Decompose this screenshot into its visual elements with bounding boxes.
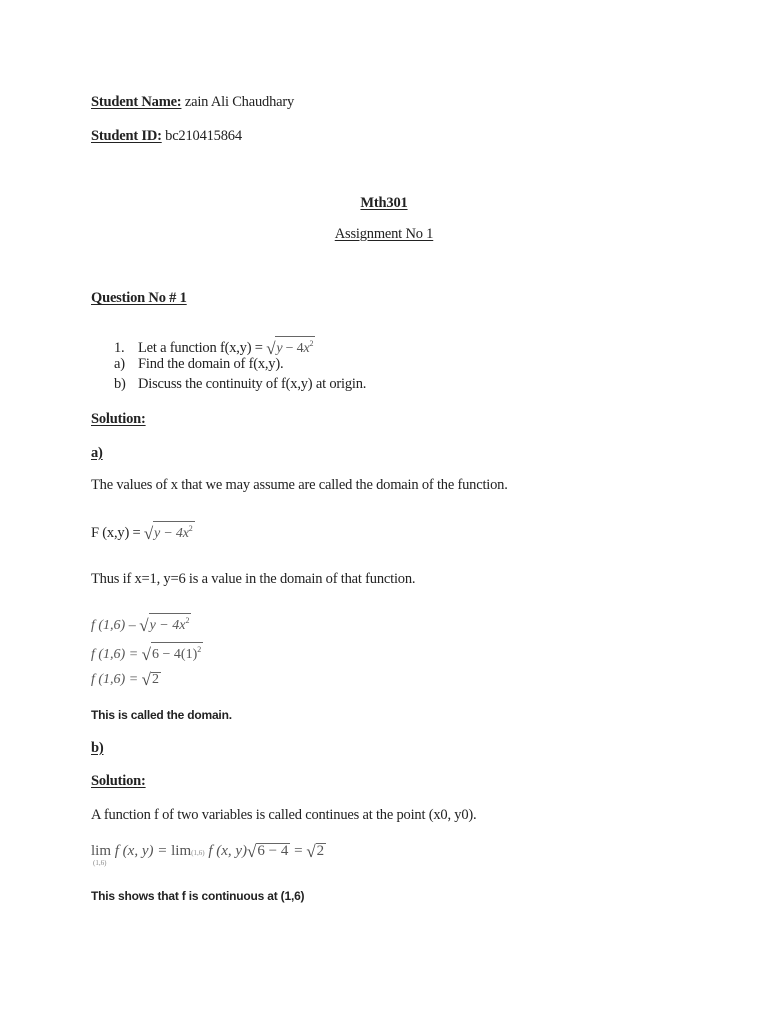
equals: = <box>290 843 307 859</box>
lim-text: lim <box>91 843 112 859</box>
function-definition <box>91 521 195 544</box>
list-marker: b) <box>114 376 126 392</box>
fxy: f (x, y) <box>204 843 248 859</box>
equation-lhs: f (1,6) = <box>91 647 142 662</box>
list-marker: a) <box>114 356 125 372</box>
continuity-definition: A function f of two variables is called continues at the point (x0, y0). <box>91 807 477 823</box>
question-item-text: Discuss the continuity of f(x,y) at origin. <box>138 376 367 392</box>
radicand: y − 4x <box>149 618 186 633</box>
question-item-b <box>114 376 366 393</box>
limit-equation: lim (1,6) f (x, y) = lim(1,6) f (x, y)√6 − 4 = √2 <box>91 842 325 867</box>
assignment-label: Assignment No 1 <box>334 226 434 242</box>
sqrt-expression: $√y - 4x^2$ <box>266 336 315 359</box>
lim-subscript: (1,6) <box>191 849 205 857</box>
question-item-text: Let a function f(x,y) = <box>138 340 267 356</box>
assignment-title <box>0 226 768 243</box>
student-id-value: bc210415864 <box>161 128 242 144</box>
continuity-conclusion: This shows that f is continuous at (1,6) <box>91 889 305 903</box>
radicand: 2 <box>316 843 325 859</box>
equation-1: f $(1,6) - √y - 4x^2$ <box>91 613 191 636</box>
limit-1 <box>91 843 112 867</box>
student-id-label: Student ID: <box>91 128 162 144</box>
solution-heading: Solution: <box>91 411 146 427</box>
radicand: y − 4x <box>154 526 189 541</box>
part-a-label: a) <box>91 445 103 461</box>
radicand: 6 − 4(1) <box>152 647 198 662</box>
equation-2: f $(1,6) = √6 - 4(1)^2$ <box>91 642 203 665</box>
question-item-text: Find the domain of f(x,y). <box>138 356 284 372</box>
example-text: Thus if x=1, y=6 is a value in the domain of that function. <box>91 571 416 587</box>
student-name-value: zain Ali Chaudhary <box>181 94 295 110</box>
course-title <box>0 195 768 212</box>
domain-conclusion: This is called the domain. <box>91 708 232 722</box>
solution-b-heading: Solution: <box>91 773 146 789</box>
equation-lhs: f (1,6) – <box>91 618 140 633</box>
lim-text: lim <box>171 843 192 859</box>
course-code: Mth301 <box>360 195 408 211</box>
question-item-a <box>114 356 283 373</box>
radicand: 2 <box>152 672 160 687</box>
student-id-line <box>91 128 242 145</box>
student-name-label: Student Name: <box>91 94 182 110</box>
function-label: F (x,y) = <box>91 525 144 541</box>
lim-subscript: (1,6) <box>93 859 107 867</box>
part-b-label: b) <box>91 740 104 756</box>
sqrt-expression: $√y - 4x^2$ <box>144 521 195 544</box>
radicand: 6 − 4 <box>257 843 289 859</box>
fxy: f (x, y) = <box>111 843 172 859</box>
list-marker: 1. <box>114 340 125 356</box>
equation-lhs: f (1,6) = <box>91 672 142 687</box>
equation-3: f (1,6) = √2 <box>91 670 160 689</box>
domain-definition: The values of x that we may assume are called the domain of the function. <box>91 477 508 493</box>
student-name-line <box>91 94 294 111</box>
question-heading: Question No # 1 <box>91 290 187 306</box>
